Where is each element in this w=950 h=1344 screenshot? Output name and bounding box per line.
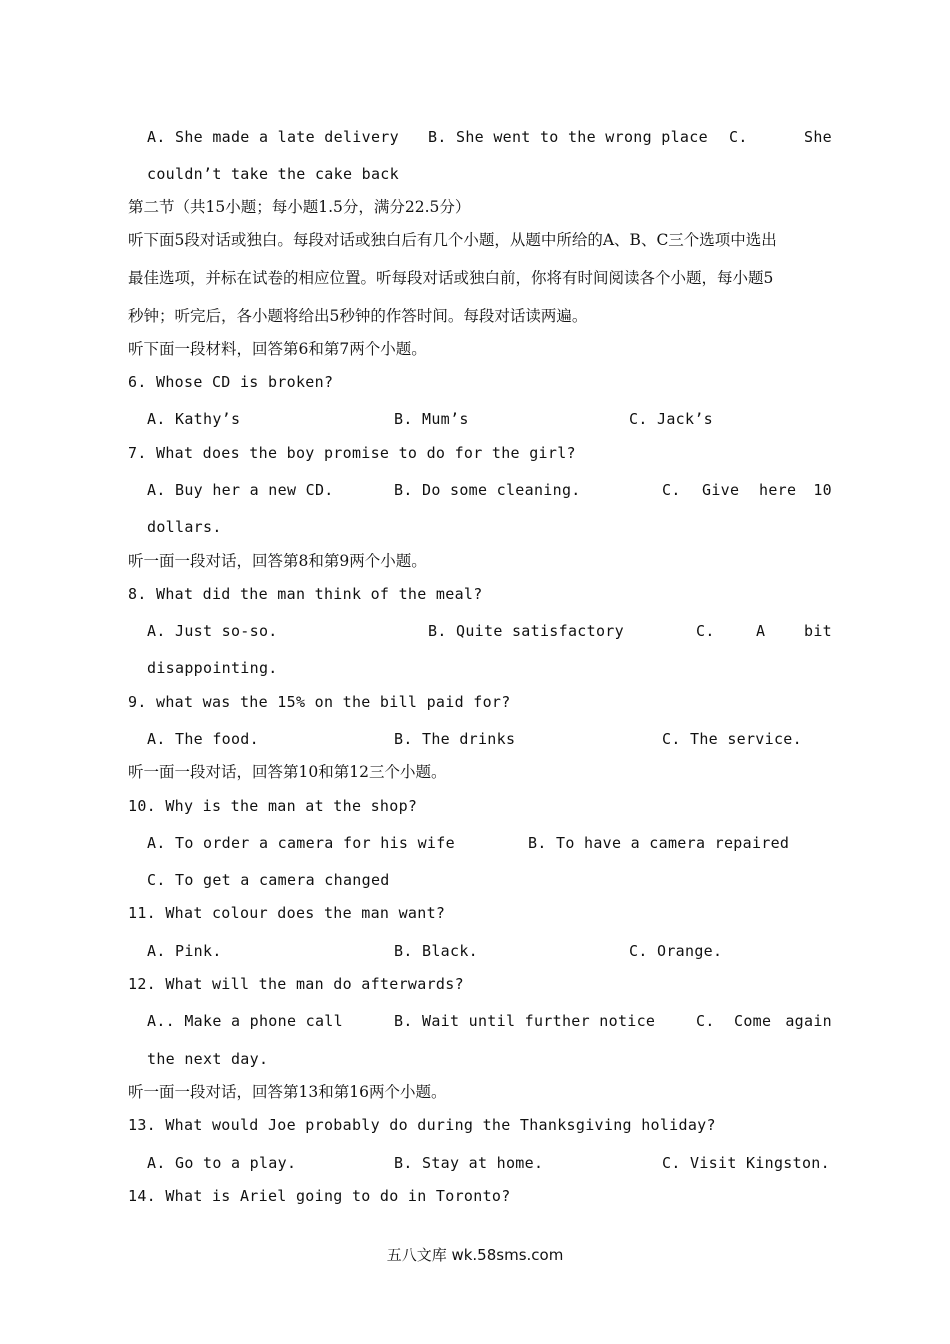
q8-stem: 8. What did the man think of the meal? — [128, 585, 483, 603]
q5-option-a: A. She made a late delivery — [147, 128, 399, 146]
q6-option-a: A. Kathy’s — [147, 410, 241, 428]
q12-stem: 12. What will the man do afterwards? — [128, 975, 464, 993]
q11-option-c: C. Orange. — [629, 942, 723, 960]
q10-option-c: C. To get a camera changed — [147, 871, 390, 889]
q13-stem: 13. What would Joe probably do during the Thanksgiving holiday? — [128, 1116, 716, 1134]
q5-option-c-continuation: couldn’t take the cake back — [147, 165, 399, 183]
q12-option-a: A.. Make a phone call — [147, 1012, 343, 1030]
q12-option-c-word-2: again — [785, 1012, 832, 1030]
q10-stem: 10. Why is the man at the shop? — [128, 797, 418, 815]
group-1-intro: 听下面一段材料，回答第6和第7两个小题。 — [128, 340, 427, 358]
q8-option-c-word-1: A — [756, 622, 766, 640]
q6-option-c: C. Jack’s — [629, 410, 713, 428]
q5-option-c-letter: C. — [729, 128, 748, 146]
group-4-intro: 听一面一段对话，回答第13和第16两个小题。 — [128, 1083, 447, 1101]
q13-option-b: B. Stay at home. — [394, 1154, 544, 1172]
q10-option-b: B. To have a camera repaired — [528, 834, 790, 852]
q6-option-b: B. Mum’s — [394, 410, 469, 428]
q12-option-c-word-1: Come — [734, 1012, 772, 1030]
q9-option-b: B. The drinks — [394, 730, 516, 748]
q7-option-a: A. Buy her a new CD. — [147, 481, 334, 499]
q11-stem: 11. What colour does the man want? — [128, 904, 446, 922]
q8-option-a: A. Just so-so. — [147, 622, 278, 640]
q13-option-a: A. Go to a play. — [147, 1154, 297, 1172]
q11-option-a: A. Pink. — [147, 942, 222, 960]
section-instruction-line-2: 最佳选项，并标在试卷的相应位置。听每段对话或独白前，你将有时间阅读各个小题，每小题5 — [128, 269, 774, 287]
q9-option-c: C. The service. — [662, 730, 802, 748]
q7-option-c-word-1: Give — [702, 481, 740, 499]
q9-option-a: A. The food. — [147, 730, 259, 748]
q7-option-c-continuation: dollars. — [147, 518, 222, 536]
q5-option-b: B. She went to the wrong place — [428, 128, 708, 146]
q7-option-c-word-2: here — [759, 481, 797, 499]
q7-stem: 7. What does the boy promise to do for the girl? — [128, 444, 576, 462]
q7-option-c-word-3: 10 — [813, 481, 832, 499]
q8-option-c-word-2: bit — [804, 622, 832, 640]
q8-option-c-continuation: disappointing. — [147, 659, 278, 677]
q10-option-a: A. To order a camera for his wife — [147, 834, 455, 852]
q7-option-b: B. Do some cleaning. — [394, 481, 581, 499]
q11-option-b: B. Black. — [394, 942, 478, 960]
q14-stem: 14. What is Ariel going to do in Toronto? — [128, 1187, 511, 1205]
q9-stem: 9. what was the 15% on the bill paid for? — [128, 693, 511, 711]
q8-option-c-letter: C. — [696, 622, 715, 640]
q13-option-c: C. Visit Kingston. — [662, 1154, 830, 1172]
q12-option-c-continuation: the next day. — [147, 1050, 269, 1068]
section-title: 第二节（共15小题；每小题1.5分，满分22.5分） — [128, 198, 471, 216]
q8-option-b: B. Quite satisfactory — [428, 622, 624, 640]
q12-option-c-letter: C. — [696, 1012, 715, 1030]
page-footer: 五八文库 wk.58sms.com — [386, 1246, 564, 1264]
q12-option-b: B. Wait until further notice — [394, 1012, 656, 1030]
group-2-intro: 听一面一段对话，回答第8和第9两个小题。 — [128, 552, 427, 570]
q7-option-c-letter: C. — [662, 481, 681, 499]
section-instruction-line-1: 听下面5段对话或独白。每段对话或独白后有几个小题，从题中所给的A、B、C三个选项中选出 — [128, 231, 777, 249]
section-instruction-line-3: 秒钟；听完后，各小题将给出5秒钟的作答时间。每段对话读两遍。 — [128, 307, 588, 325]
q5-option-c-word: She — [804, 128, 832, 146]
group-3-intro: 听一面一段对话，回答第10和第12三个小题。 — [128, 763, 447, 781]
q6-stem: 6. Whose CD is broken? — [128, 373, 334, 391]
